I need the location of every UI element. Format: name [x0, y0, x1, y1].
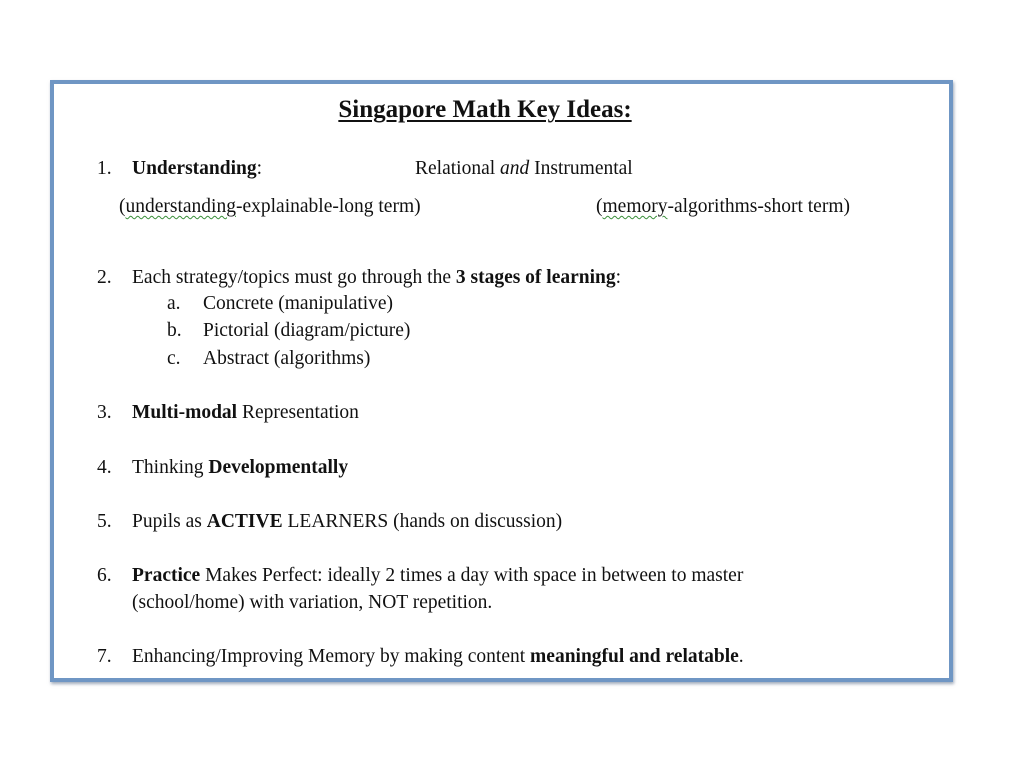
item-1-sub-right-spellcheck-word: memory [602, 196, 668, 217]
item-2-subitem-letter-a: a. [167, 293, 181, 314]
item-1-relational-instrumental [415, 157, 633, 181]
item-2-subitem-b: Pictorial (diagram/picture) [203, 320, 411, 341]
item-1-sub-right-paren: ( [596, 196, 603, 217]
item-7-number: 7. [97, 646, 112, 667]
item-1-number: 1. [97, 158, 112, 179]
item-2-subitem-letter-c: c. [167, 348, 181, 369]
item-1-sub-left [119, 195, 421, 219]
item-1-sub-right [596, 195, 850, 219]
item-4-text [132, 456, 348, 480]
item-1-right-italic: and [500, 158, 530, 179]
item-1-colon: : [256, 158, 263, 179]
item-2-number: 2. [97, 267, 112, 288]
item-5-number: 5. [97, 511, 112, 532]
item-6-text-a: Makes Perfect: ideally 2 times a day with space in between to master [200, 565, 744, 586]
item-4-bold: Developmentally [208, 457, 349, 478]
item-1-right-text-a: Relational [415, 158, 501, 179]
item-1-sub-left-paren: ( [119, 196, 126, 217]
item-2-subitem-c: Abstract (algorithms) [203, 348, 371, 369]
item-7-bold: meaningful and relatable [530, 646, 739, 667]
item-7-text-a: Enhancing/Improving Memory by making content [132, 646, 531, 667]
item-6-bold: Practice [132, 565, 201, 586]
item-2-bold: 3 stages of learning [455, 267, 616, 288]
item-2-subitem-a: Concrete (manipulative) [203, 293, 394, 314]
item-5-text-b: LEARNERS (hands on discussion) [282, 511, 563, 532]
item-1-heading [132, 157, 262, 181]
item-2-text-b: : [615, 267, 622, 288]
item-1-sub-left-spellcheck-word: understanding [125, 196, 236, 217]
page-title: Singapore Math Key Ideas: [338, 96, 632, 123]
item-7-text [132, 645, 744, 669]
item-6-text-line-1 [132, 564, 743, 588]
item-7-text-b: . [738, 646, 744, 667]
item-2-text-a: Each strategy/topics must go through the [132, 267, 456, 288]
item-6-text-line-2: (school/home) with variation, NOT repetition. [132, 592, 493, 613]
item-5-text [132, 510, 562, 534]
item-1-right-text-b: Instrumental [529, 158, 633, 179]
item-2-subitem-letter-b: b. [167, 320, 182, 341]
item-4-number: 4. [97, 457, 112, 478]
item-3-rest: Representation [237, 402, 359, 423]
item-3-number: 3. [97, 402, 112, 423]
item-1-sub-right-rest: -algorithms-short term) [667, 196, 850, 217]
item-5-bold: ACTIVE [206, 511, 283, 532]
item-3-text [132, 401, 359, 425]
item-5-text-a: Pupils as [132, 511, 207, 532]
item-4-rest: Thinking [132, 457, 209, 478]
item-2-text [132, 266, 621, 290]
item-6-number: 6. [97, 565, 112, 586]
item-1-sub-left-rest: -explainable-long term) [235, 196, 421, 217]
item-3-bold: Multi-modal [132, 402, 238, 423]
item-1-bold: Understanding [132, 158, 257, 179]
